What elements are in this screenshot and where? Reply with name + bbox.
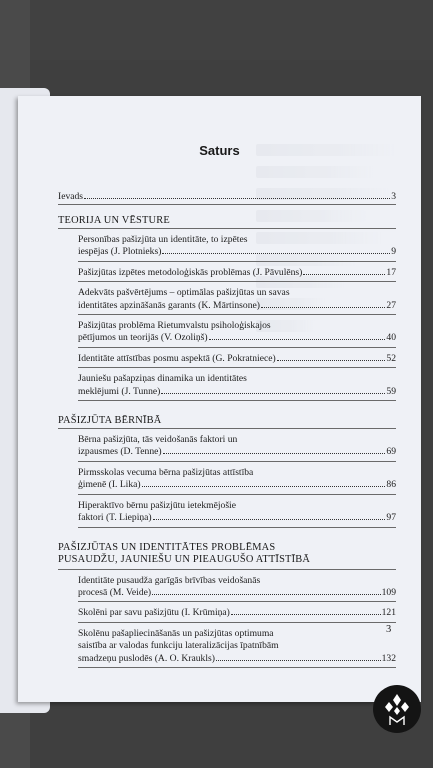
- entry-page: 9: [391, 246, 396, 258]
- entry-line2: pētījumos un teorijās (V. Ozoliņš): [78, 332, 208, 344]
- dot-leader: [261, 307, 385, 308]
- entry-page: 40: [386, 332, 396, 344]
- page-title: Saturs: [199, 143, 240, 158]
- dot-leader: [162, 253, 390, 254]
- entry-line1: Jauniešu pašapziņas dinamika un identitātes: [78, 373, 247, 385]
- entry-line2: Pašizjūtas izpētes metodoloģiskās problēmas (J. Pāvulēns): [78, 266, 303, 278]
- entry-line2: Identitāte attīstības posmu aspektā (G. Pokratniece): [78, 352, 276, 364]
- dot-leader: [277, 360, 386, 361]
- dot-leader: [142, 486, 386, 487]
- toc-entry: [78, 500, 396, 528]
- toc-entry: [78, 234, 396, 262]
- intro-page: 3: [391, 191, 396, 202]
- entry-line2: Skolēni par savu pašizjūtu (I. Krūmiņa): [78, 607, 230, 619]
- entry-page: 69: [386, 446, 396, 458]
- entry-line1: Hiperaktīvo bērnu pašizjūtu ietekmējošie: [78, 499, 236, 511]
- dot-leader: [152, 594, 381, 595]
- dot-leader: [161, 393, 385, 394]
- entry-line1b: saistība ar valodas funkciju lateralizācijas īpatnībām: [78, 640, 279, 652]
- toc-entry: [78, 373, 396, 401]
- dot-leader: [231, 614, 381, 615]
- entry-page: 132: [381, 652, 396, 664]
- table-of-contents: [58, 191, 396, 668]
- section-heading-line2: PUSAUDŽU, JAUNIEŠU UN PIEAUGUŠO ATTĪSTĪBĀ: [58, 554, 311, 565]
- entry-line2: meklējumi (J. Tunne): [78, 385, 161, 397]
- toc-entry: [78, 320, 396, 348]
- dot-leader: [209, 339, 386, 340]
- entry-page: 52: [386, 352, 396, 364]
- entry-page: 97: [386, 512, 396, 524]
- book-page: [18, 96, 421, 702]
- entry-page: 17: [386, 266, 396, 278]
- toc-entry: [78, 434, 396, 462]
- toc-entry: [78, 287, 396, 315]
- entry-line1: Personības pašizjūta un identitāte, to izpētes: [78, 234, 248, 245]
- section-rule: [58, 428, 396, 429]
- toc-entry: [78, 353, 396, 368]
- toc-intro: [58, 191, 396, 205]
- entry-line1: Bērna pašizjūta, tās veidošanās faktori un: [78, 434, 238, 446]
- entry-line2: procesā (M. Veide): [78, 586, 152, 598]
- watermark-logo-icon: [373, 685, 421, 733]
- section-heading: PAŠIZJŪTA BĒRNĪBĀ: [58, 415, 162, 427]
- section-heading: [58, 542, 396, 567]
- entry-line2: ģimenē (I. Lika): [78, 479, 141, 491]
- dot-leader: [303, 274, 385, 275]
- section-heading-line1: PAŠIZJŪTAS UN IDENTITĀTES PROBLĒMAS: [58, 541, 276, 553]
- entry-page: 86: [386, 479, 396, 491]
- entry-line2: iespējas (J. Plotnieks): [78, 246, 162, 258]
- entry-page: 27: [386, 299, 396, 311]
- entry-line1: Pašizjūtas problēma Rietumvalstu psiholoģiskajos: [78, 320, 271, 332]
- toc-entry: [78, 628, 396, 668]
- entry-line2: faktori (T. Liepiņa): [78, 512, 152, 524]
- toc-entry: [78, 575, 396, 603]
- entry-line2: izpausmes (D. Tenne): [78, 446, 162, 458]
- background-top: [0, 0, 433, 60]
- toc-entry: [78, 467, 396, 495]
- entry-page: 59: [386, 385, 396, 397]
- entry-line2: smadzeņu puslodēs (A. O. Kraukls): [78, 652, 215, 664]
- entry-page: 121: [381, 607, 396, 619]
- entry-page: 109: [381, 586, 396, 598]
- page-number: 3: [386, 624, 392, 635]
- section-rule: [58, 228, 396, 229]
- toc-entry: [78, 607, 396, 622]
- section-heading: TEORIJA UN VĒSTURE: [58, 215, 170, 226]
- toc-entry: [78, 267, 396, 282]
- section-rule: [58, 569, 396, 570]
- dot-leader: [216, 660, 381, 661]
- dot-leader: [84, 198, 390, 199]
- intro-label: Ievads: [58, 191, 84, 202]
- entry-line1: Adekvāts pašvērtējums – optimālas pašizjūtas un savas: [78, 287, 290, 299]
- entry-line1: Skolēnu pašapliecināšanās un pašizjūtas optimuma: [78, 627, 274, 639]
- entry-line2: identitātes apzināšanās garants (K. Mārtinsone): [78, 299, 260, 311]
- entry-line1: Identitāte pusaudža garīgās brīvības veidošanās: [78, 574, 261, 586]
- dot-leader: [163, 453, 386, 454]
- entry-line1: Pirmsskolas vecuma bērna pašizjūtas attīstība: [78, 466, 254, 478]
- dot-leader: [153, 519, 386, 520]
